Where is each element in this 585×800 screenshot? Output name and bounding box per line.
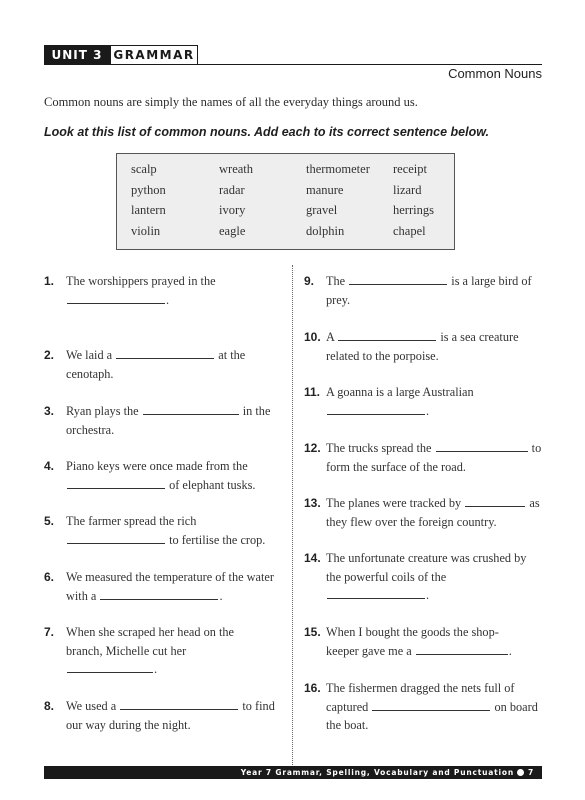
word-item: receipt [393,162,428,176]
word-item: manure [306,182,344,197]
word-item: eagle [219,223,246,238]
question-text: When she scraped her head on the branch, Michelle cut her [66,625,234,658]
instruction-text: Look at this list of common nouns. Add each to its correct sentence below. [44,125,489,139]
question-number: 6. [44,570,55,584]
word-item: lantern [131,203,166,217]
question-text-end: to fertilise the crop. [169,532,266,547]
question-number: 3. [44,404,55,418]
question-text-end: . [426,403,430,418]
question-number: 16. [304,681,321,695]
question-number: 4. [44,459,55,473]
answer-blank[interactable] [465,494,525,507]
question-number: 9. [304,274,315,288]
question-text-end: at the cenotaph. [66,348,246,381]
question-number: 10. [304,330,321,344]
question-number: 13. [304,496,321,510]
question-text-end: is a large bird of prey. [326,274,532,307]
question-text: A goanna is a large Australian [326,385,474,399]
word-item: lizard [393,182,422,197]
answer-blank[interactable] [327,586,425,599]
intro-text: Common nouns are simply the names of all the everyday things around us. [44,95,418,109]
question-text: We used a [66,699,117,713]
answer-blank[interactable] [120,697,238,710]
answer-blank[interactable] [143,402,239,415]
question-text-end: . [154,662,158,676]
question-text: The trucks spread the [326,441,432,455]
word-item: herrings [393,203,434,217]
footer-title: Year 7 Grammar, Spelling, Vocabulary and Punctuation [240,768,514,777]
word-item: scalp [131,162,157,176]
word-item: radar [219,182,245,197]
word-item: gravel [306,203,338,217]
question-number: 5. [44,514,55,528]
column-divider [292,265,293,765]
question-text: The planes were tracked by [326,496,462,510]
answer-blank[interactable] [416,642,508,655]
question-number: 8. [44,699,55,713]
question-text-end: of elephant tusks. [169,477,256,492]
question-number: 12. [304,441,321,455]
page-number: 7 [527,768,534,777]
question-number: 15. [304,625,321,639]
question-text-end: . [426,588,430,602]
header-rule [197,64,542,65]
answer-blank[interactable] [100,587,218,600]
answer-blank[interactable] [116,346,214,359]
word-item: ivory [219,203,246,217]
word-item: thermometer [306,162,370,176]
answer-blank[interactable] [436,439,528,452]
unit-label: UNIT 3 [44,45,110,65]
question-text-end: to form the surface of the road. [326,441,542,474]
question-text: Piano keys were once made from the [66,459,248,473]
question-text-end: . [166,292,170,307]
footer-bullet-icon [517,769,524,776]
answer-blank[interactable] [67,531,165,544]
page-title: Common Nouns [448,66,542,81]
question-text-end: in the orchestra. [66,404,271,437]
question-text: The unfortunate creature was crushed by the powerful coils of the [326,551,527,584]
question-text-end: as they flew over the foreign country. [326,496,540,529]
question-text: We measured the temperature of the water with a [66,570,274,603]
question-text: The farmer spread the rich [66,514,197,528]
question-text-end: is a sea creature related to the porpoise. [326,330,519,363]
question-text: The fishermen dragged the nets full of captured [326,681,515,714]
question-number: 14. [304,551,321,565]
answer-blank[interactable] [349,272,447,285]
question-text: Ryan plays the [66,404,139,418]
answer-blank[interactable] [327,402,425,415]
page-footer [44,766,542,779]
question-text-end: on board the boat. [326,699,538,732]
question-text-end: . [508,643,512,658]
answer-blank[interactable] [338,328,436,341]
word-item: chapel [393,223,426,238]
answer-blank[interactable] [67,476,165,489]
unit-header [44,45,542,65]
question-text: The [326,274,346,288]
answer-blank[interactable] [372,698,490,711]
word-item: wreath [219,162,254,176]
question-text-end: to find our way during the night. [66,699,275,732]
word-item: dolphin [306,223,345,238]
word-grid [131,162,463,244]
question-number: 1. [44,274,55,288]
question-text: When I bought the goods the shop-keeper gave me a [326,625,499,658]
question-number: 11. [304,385,321,399]
question-number: 2. [44,348,55,362]
answer-blank[interactable] [67,660,153,673]
word-item: python [131,182,166,197]
answer-blank[interactable] [67,291,165,304]
question-text-end: . [219,588,223,603]
word-item: violin [131,223,161,238]
section-label: GRAMMAR [110,45,198,65]
question-text: The worshippers prayed in the [66,274,216,288]
question-number: 7. [44,625,55,639]
question-text: A [326,330,335,344]
question-text: We laid a [66,348,113,362]
word-list-box [116,153,455,250]
